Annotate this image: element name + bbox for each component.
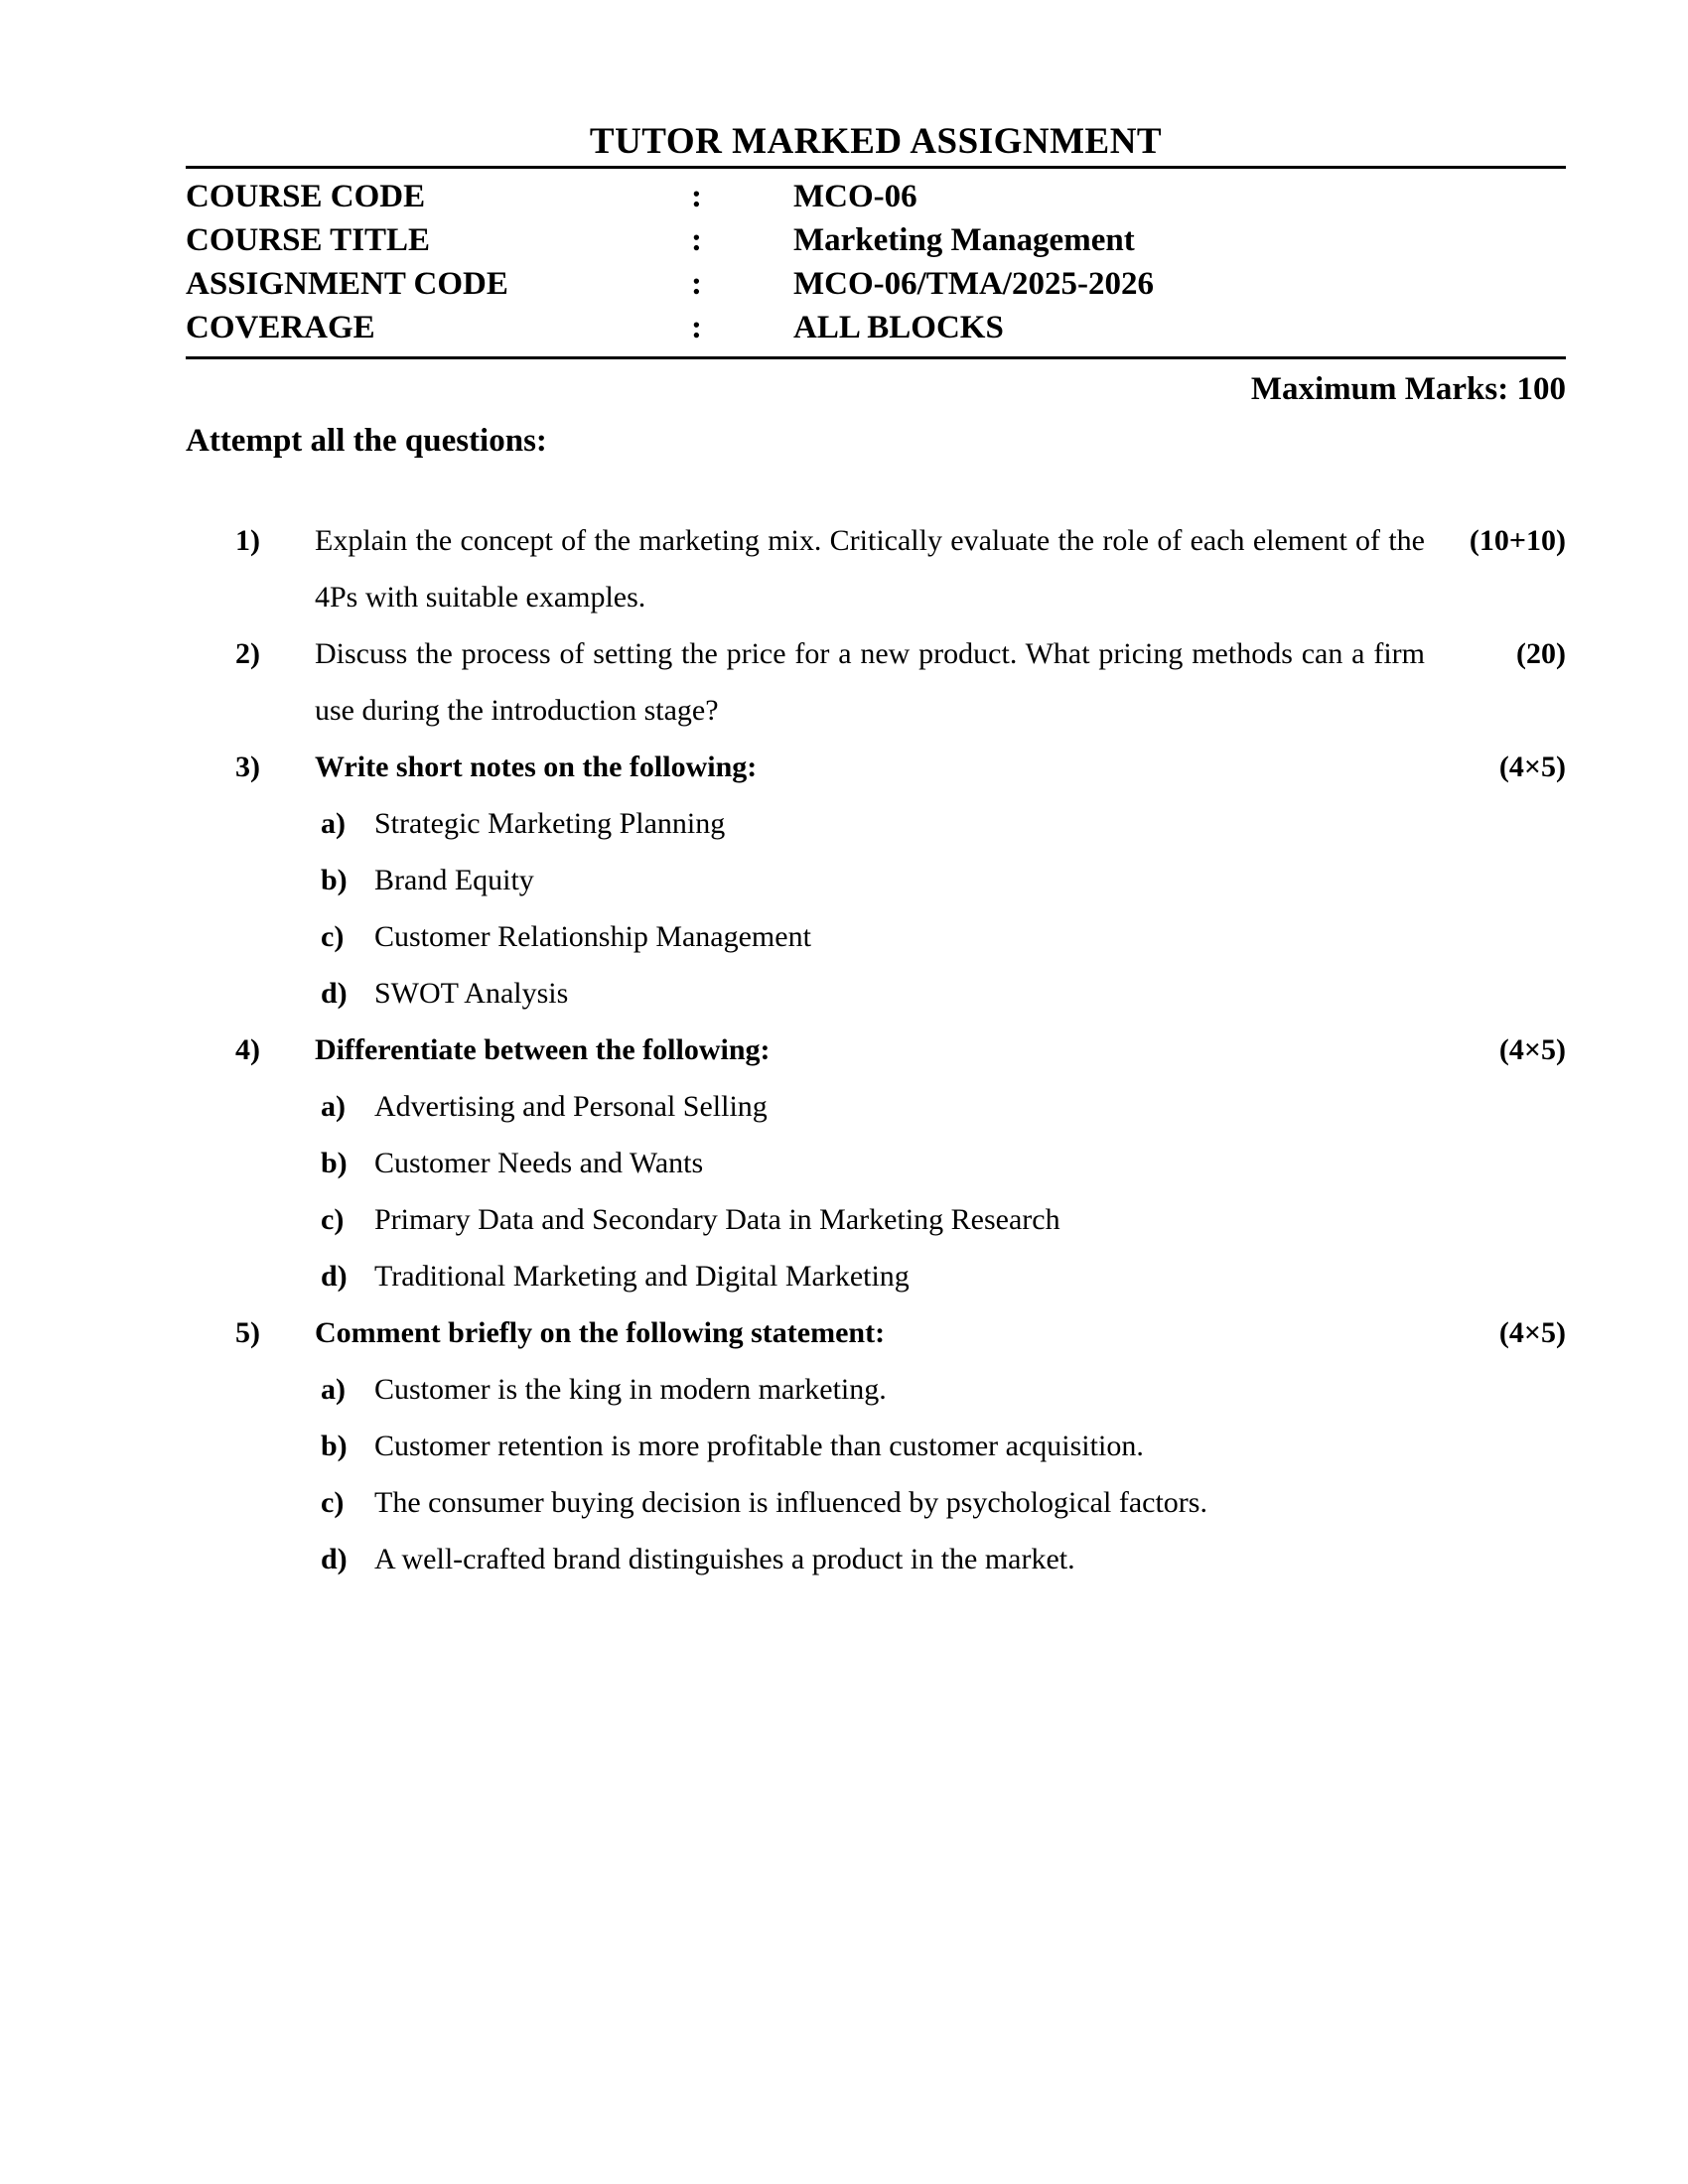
subitem-text: Brand Equity — [374, 864, 534, 896]
subitem-letter: b) — [321, 864, 348, 896]
question-subitem — [235, 795, 1566, 852]
question-number: 1) — [235, 524, 260, 557]
question-subitem — [235, 908, 1566, 965]
question-subitem — [235, 1191, 1566, 1248]
subitem-letter: c) — [321, 920, 345, 953]
table-row-coverage — [186, 306, 1566, 349]
question-subitem — [235, 1361, 1566, 1418]
subitem-letter: d) — [321, 1543, 348, 1575]
subitem-letter: c) — [321, 1486, 345, 1519]
question-row — [235, 739, 1566, 795]
question-subitem — [235, 1135, 1566, 1191]
subitem-letter: d) — [321, 977, 348, 1010]
separator-colon: : — [691, 179, 702, 214]
coverage-value: ALL BLOCKS — [793, 310, 1004, 345]
subitem-text: Customer is the king in modern marketing. — [374, 1373, 887, 1406]
course-code-label: COURSE CODE — [186, 179, 426, 214]
question-subitem — [235, 1474, 1566, 1531]
subitem-text: Customer Needs and Wants — [374, 1147, 704, 1179]
question-number: 3) — [235, 751, 260, 783]
question-subitem — [235, 1248, 1566, 1304]
question-marks: (4×5) — [1498, 751, 1566, 783]
maximum-marks: Maximum Marks: 100 — [1250, 371, 1566, 407]
assignment-code-label: ASSIGNMENT CODE — [186, 266, 508, 302]
separator-colon: : — [691, 266, 702, 302]
table-row-course-code — [186, 175, 1566, 218]
course-code-value: MCO-06 — [793, 179, 917, 214]
question-row — [235, 1304, 1566, 1361]
subitem-text: Primary Data and Secondary Data in Marketing Research — [374, 1203, 1060, 1236]
course-header-table — [186, 169, 1566, 353]
subitem-letter: d) — [321, 1260, 348, 1293]
subitem-text: SWOT Analysis — [374, 977, 569, 1010]
subitem-letter: a) — [321, 1090, 346, 1123]
questions-list — [235, 512, 1566, 1587]
subitem-text: Advertising and Personal Selling — [374, 1090, 768, 1123]
question-marks: (20) — [1516, 637, 1566, 670]
subitems — [235, 1078, 1566, 1304]
question-subitem — [235, 1418, 1566, 1474]
page-title: TUTOR MARKED ASSIGNMENT — [589, 121, 1163, 162]
subitem-letter: b) — [321, 1147, 348, 1179]
attempt-instruction: Attempt all the questions: — [186, 423, 547, 459]
question-subitem — [235, 965, 1566, 1022]
separator-colon: : — [691, 310, 702, 345]
question-marks: (4×5) — [1498, 1033, 1566, 1066]
course-title-value: Marketing Management — [793, 222, 1135, 258]
separator-colon: : — [691, 222, 702, 258]
course-title-label: COURSE TITLE — [186, 222, 431, 258]
subitem-text: Traditional Marketing and Digital Marketing — [374, 1260, 910, 1293]
question-item — [235, 512, 1566, 625]
question-row — [235, 512, 1566, 625]
subitems — [235, 1361, 1566, 1587]
subitems — [235, 795, 1566, 1022]
question-item — [235, 625, 1566, 739]
question-row — [235, 625, 1566, 739]
question-text: Discuss the process of setting the price for a new product. What pricing methods can a firm use during the introduction stage? — [315, 637, 1425, 727]
question-number: 5) — [235, 1316, 260, 1349]
subitem-letter: c) — [321, 1203, 345, 1236]
question-marks: (10+10) — [1469, 524, 1566, 557]
coverage-label: COVERAGE — [186, 310, 375, 345]
question-item — [235, 739, 1566, 1022]
subitem-text: A well-crafted brand distinguishes a product in the market. — [374, 1543, 1075, 1575]
header-divider — [186, 356, 1566, 359]
table-row-assignment-code — [186, 262, 1566, 306]
question-item — [235, 1304, 1566, 1587]
question-text: Explain the concept of the marketing mix. Critically evaluate the role of each element of the 4Ps with suitable examples. — [315, 524, 1425, 614]
question-text: Write short notes on the following: — [315, 751, 758, 783]
question-number: 2) — [235, 637, 260, 670]
question-subitem — [235, 1531, 1566, 1587]
page-content — [186, 0, 1566, 1587]
subitem-letter: a) — [321, 1373, 346, 1406]
question-item — [235, 1022, 1566, 1304]
question-text: Differentiate between the following: — [315, 1033, 771, 1066]
assignment-code-value: MCO-06/TMA/2025-2026 — [793, 266, 1154, 302]
subitem-text: The consumer buying decision is influenced by psychological factors. — [374, 1486, 1207, 1519]
question-subitem — [235, 852, 1566, 908]
subitem-letter: b) — [321, 1430, 348, 1462]
subitem-text: Strategic Marketing Planning — [374, 807, 726, 840]
question-subitem — [235, 1078, 1566, 1135]
question-row — [235, 1022, 1566, 1078]
question-marks: (4×5) — [1498, 1316, 1566, 1349]
subitem-text: Customer retention is more profitable than customer acquisition. — [374, 1430, 1144, 1462]
table-row-course-title — [186, 218, 1566, 262]
question-text: Comment briefly on the following statement: — [315, 1316, 886, 1349]
subitem-letter: a) — [321, 807, 346, 840]
question-number: 4) — [235, 1033, 260, 1066]
subitem-text: Customer Relationship Management — [374, 920, 811, 953]
